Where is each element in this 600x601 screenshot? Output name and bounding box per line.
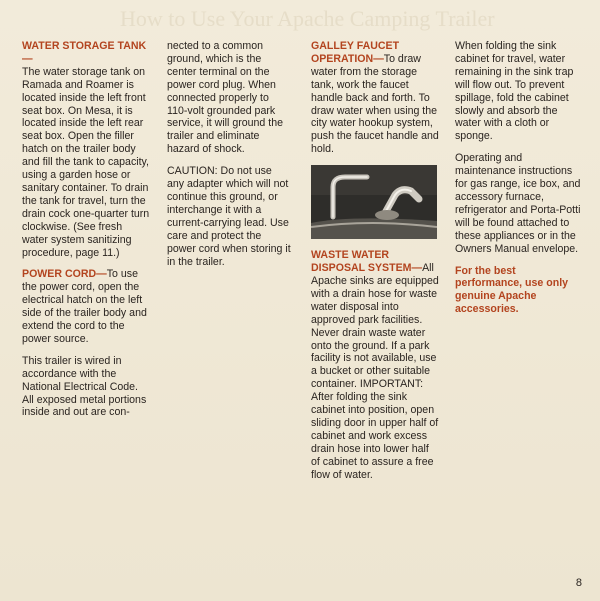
power-cord-heading: POWER CORD— (22, 268, 107, 281)
column-2 (167, 40, 291, 277)
page-number: 8 (575, 577, 582, 589)
galley-faucet-text: To draw water from the storage tank, work the faucet handle back and forth. To draw water when using the city water hookup system, push the faucet handle and hold. (311, 52, 439, 156)
faucet-photo (311, 165, 437, 239)
caution-text: CAUTION: Do not use any adapter which will not continue this ground, or interchange it with a current-carrying lead. Use care and protect the power cord when storing it in the trailer. (167, 165, 291, 268)
best-performance-note: For the best performance, use only genuine Apache accessories. (455, 264, 569, 316)
faucet-illustration (311, 165, 437, 239)
waste-water-text: All Apache sinks are equipped with a drain hose for waste water disposal into approved park facilities. Never drain waste water onto the ground. If a park facility is not available, use a bucket or other suitable container. IMPORTANT: After folding the sink cabinet into position, open sliding door in upper half of cabinet and work excess drain hose into lower half of cabinet to assure a free flow of water. (311, 262, 439, 481)
operating-text: Operating and maintenance instructions for gas range, ice box, and accessory furnace, refrigerator and Porta-Potti will be found attached to these appliances or in the Owners Manual envelope. (455, 152, 581, 255)
water-storage-heading: WATER STORAGE TANK— (22, 40, 147, 65)
bleed-through-heading: How to Use Your Apache Camping Trailer (120, 6, 495, 31)
power-cord-section (22, 268, 150, 345)
folding-text: When folding the sink cabinet for travel, water remaining in the sink trap will flow out. To prevent spillage, fold the cabinet slowly and absorb the water with a cloth or sponge. (455, 40, 574, 143)
ground-text: nected to a common ground, which is the center terminal on the power cord plug. When connected properly to 110-volt grounded park service, it will ground the trailer and eliminate hazard of shock. (167, 40, 283, 156)
waste-water-section (311, 249, 439, 481)
galley-faucet-section (311, 40, 439, 156)
column-1 (22, 40, 150, 428)
power-cord-text: To use the power cord, open the electrical hatch on the left side of the trailer body and extend the cord to the power source. (22, 268, 147, 345)
water-storage-section (22, 40, 150, 259)
water-storage-text: The water storage tank on Ramada and Roamer is located inside the left front seat box. On Mesa, it is located inside the left rear seat box. Open the filler hatch on the trailer body and fill the tank to capacity, using a garden hose or sanitary container. To drain the tank for travel, turn the drain cock one-quarter turn clockwise. (See fresh water system sanitizing procedure, page 11.) (22, 65, 150, 259)
column-3 (311, 40, 439, 490)
waste-water-heading: WASTE WATER DISPOSAL SYSTEM— (311, 249, 423, 275)
column-4 (455, 40, 585, 325)
wiring-text: This trailer is wired in accordance with the National Electrical Code. All exposed metal portions inside and out are con- (22, 354, 147, 419)
galley-faucet-heading: GALLEY FAUCET OPERATION— (311, 40, 400, 65)
